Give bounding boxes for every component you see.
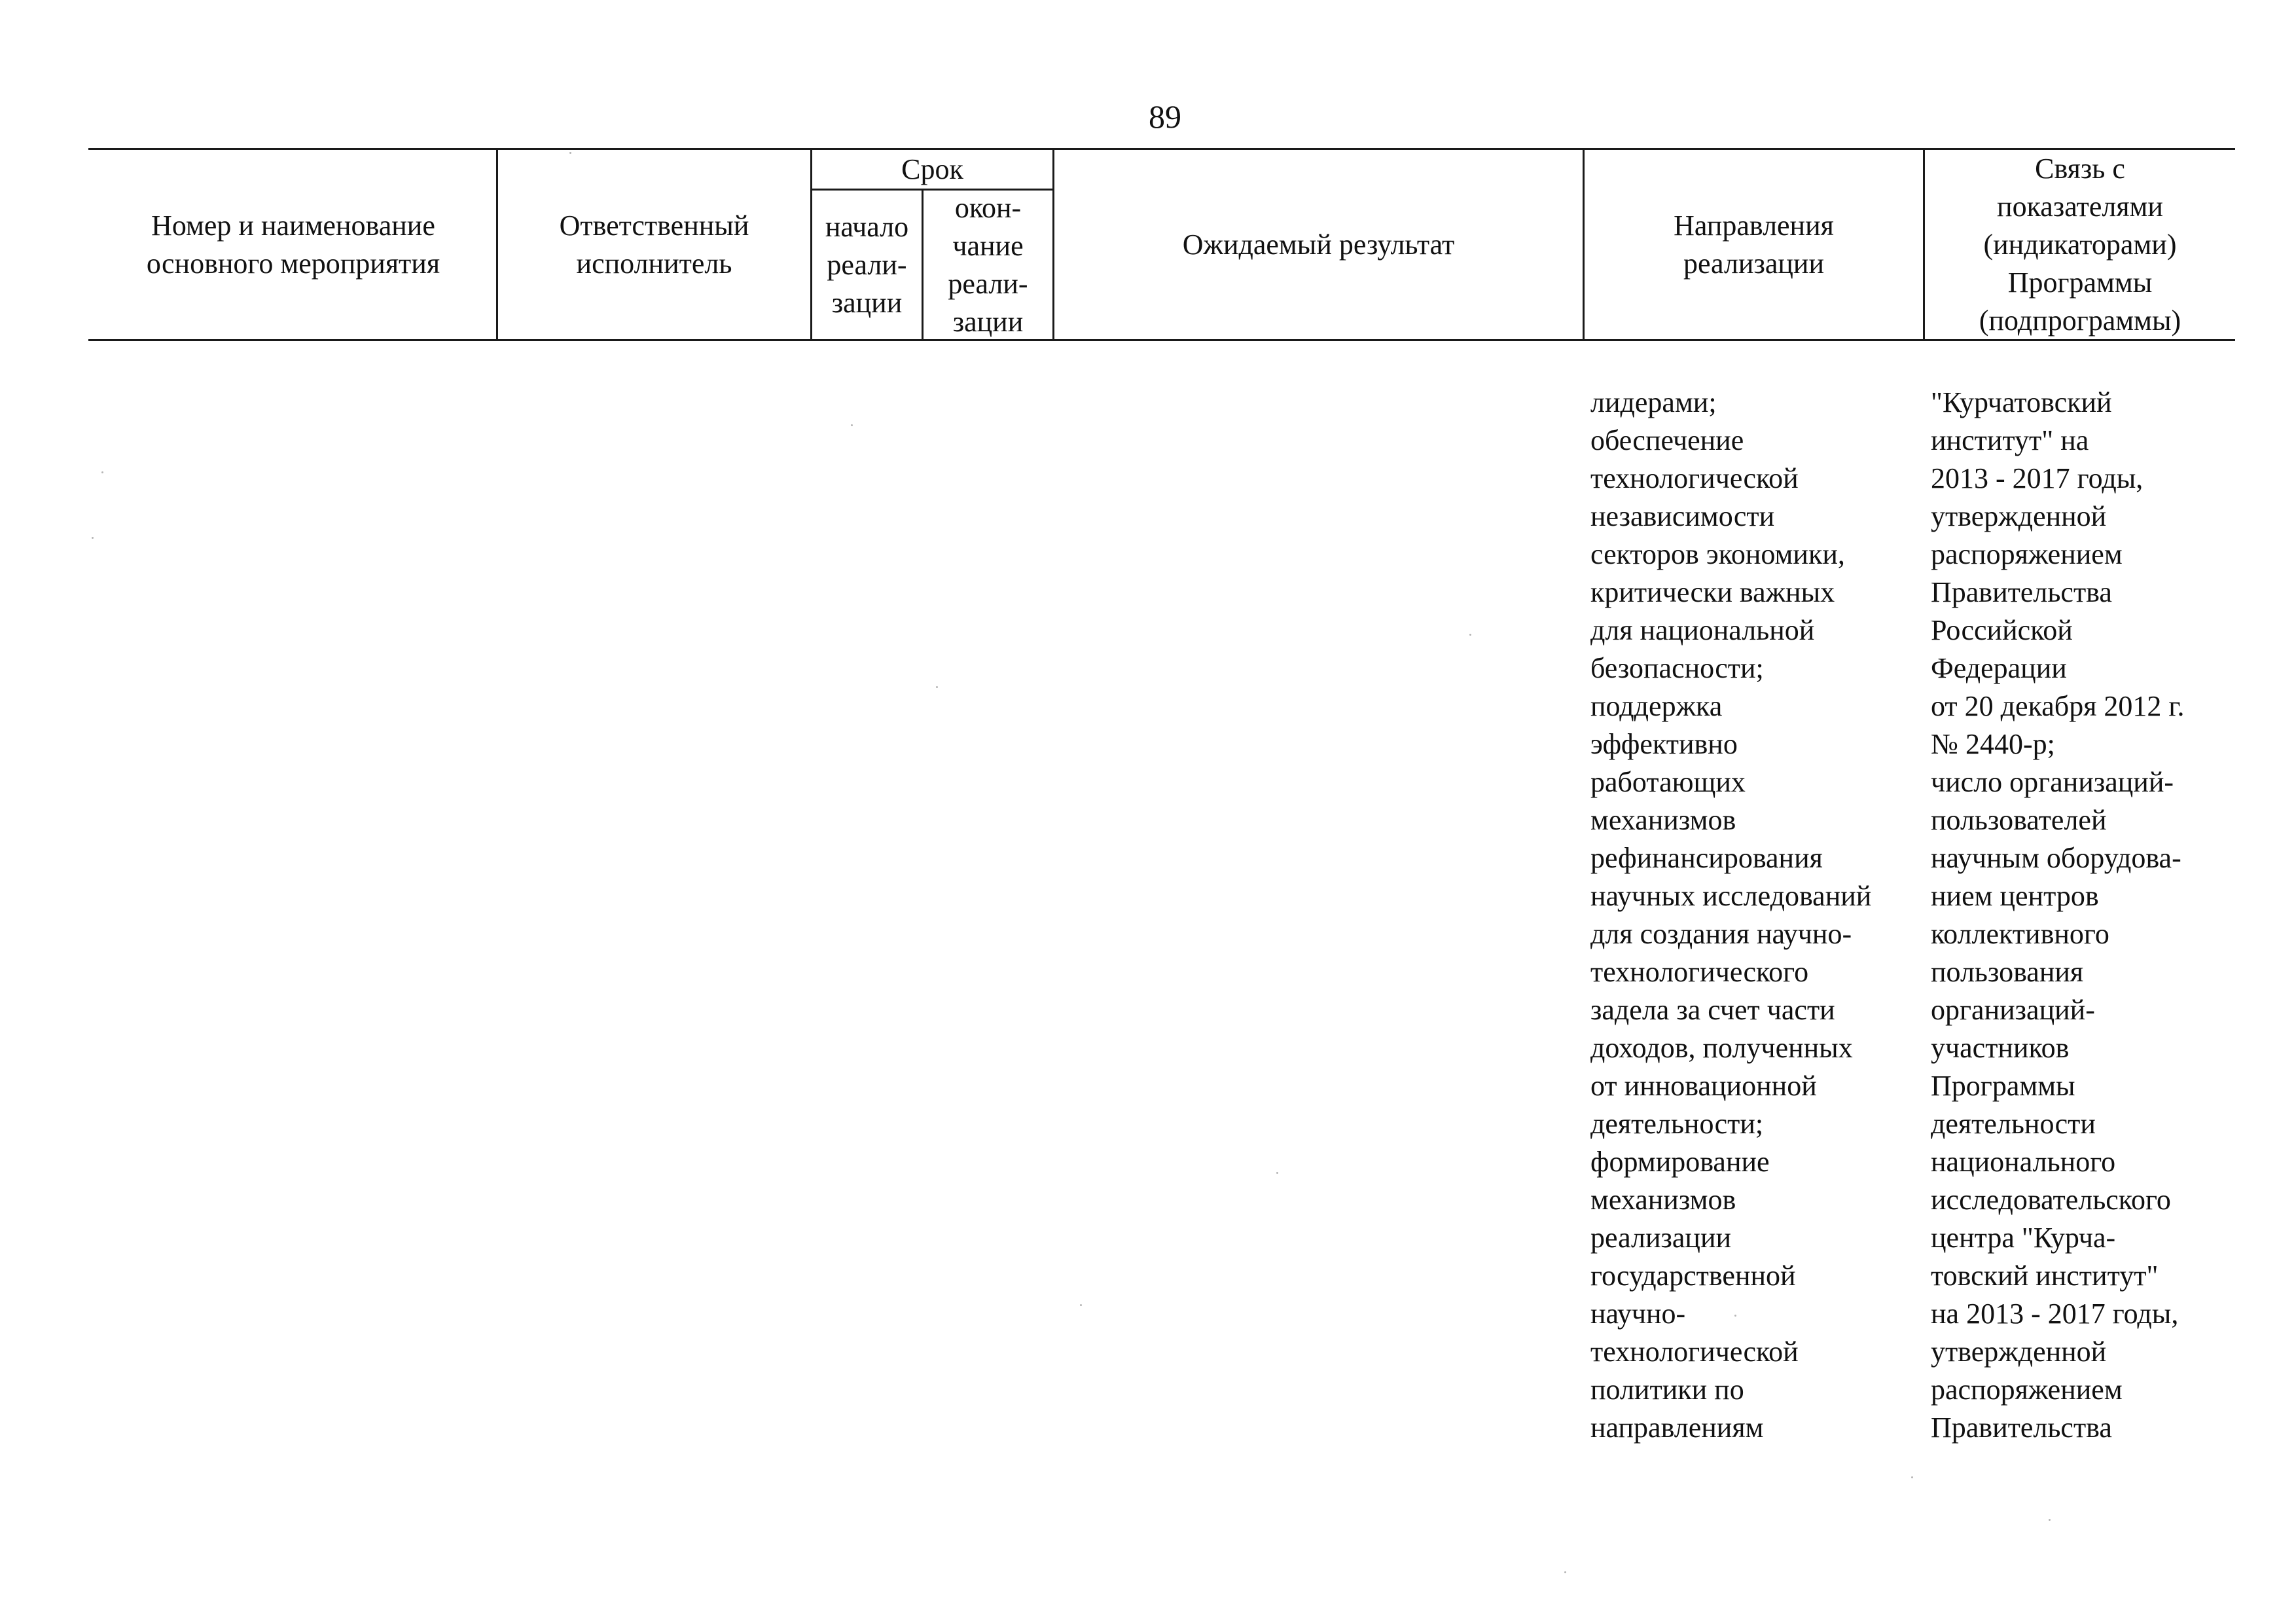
scan-speck	[1564, 1571, 1566, 1573]
page-number: 89	[1149, 98, 1181, 135]
header-link-label: Связь с показателями (индикаторами) Программы (подпрограммы)	[1979, 152, 2181, 337]
header-end	[924, 191, 1052, 339]
header-measure-label: Номер и наименование основного мероприятия	[146, 209, 440, 280]
scan-speck	[101, 471, 103, 473]
scan-speck	[1911, 1476, 1913, 1478]
header-start	[812, 191, 922, 339]
header-executor	[498, 150, 810, 339]
scan-speck	[2049, 1519, 2051, 1521]
header-link	[1925, 150, 2235, 339]
scan-speck	[1469, 634, 1471, 636]
header-bottom-rule	[88, 339, 2235, 341]
row-link-text: "Курчатовский институт" на 2013 - 2017 годы, утвержденной распоряжением Правительства Российской Федерации от 20 декабря 2012 г. № 2440-р; число организаций- пользователей научным оборудова- нием центров коллективного пользования организаций- участников Программы деятельности национального исследовательского центра "Курча- товский институт" на 2013 - 2017 годы, утвержденной распоряжением Правительства	[1931, 386, 2185, 1444]
scan-speck	[1276, 1172, 1278, 1174]
header-result-label: Ожидаемый результат	[1182, 228, 1455, 261]
header-directions	[1585, 150, 1923, 339]
scan-speck	[1734, 1315, 1736, 1317]
header-executor-label: Ответственный исполнитель	[559, 209, 749, 280]
scan-speck	[569, 152, 571, 154]
scan-speck	[92, 537, 94, 539]
header-term	[812, 150, 1052, 189]
header-start-label: начало реали- зации	[825, 210, 909, 319]
scan-speck	[851, 424, 853, 426]
header-term-label: Срок	[901, 153, 963, 185]
header-measure	[90, 150, 496, 339]
header-directions-label: Направления реализации	[1674, 209, 1834, 280]
scan-speck	[1080, 1304, 1082, 1306]
row-directions-text: лидерами; обеспечение технологической независимости секторов экономики, критически важных для национальной безопасности; поддержка эффективно работающих механизмов рефинансирования научных исследований для создания научно- технологического задела за счет части доходов, полученных от инновационной деятельности; формирование механизмов реализации государственной научно- технологической политики по направлениям	[1590, 386, 1872, 1444]
header-end-label: окон- чание реали- зации	[948, 191, 1028, 338]
header-result	[1054, 150, 1583, 339]
scan-speck	[936, 686, 938, 688]
